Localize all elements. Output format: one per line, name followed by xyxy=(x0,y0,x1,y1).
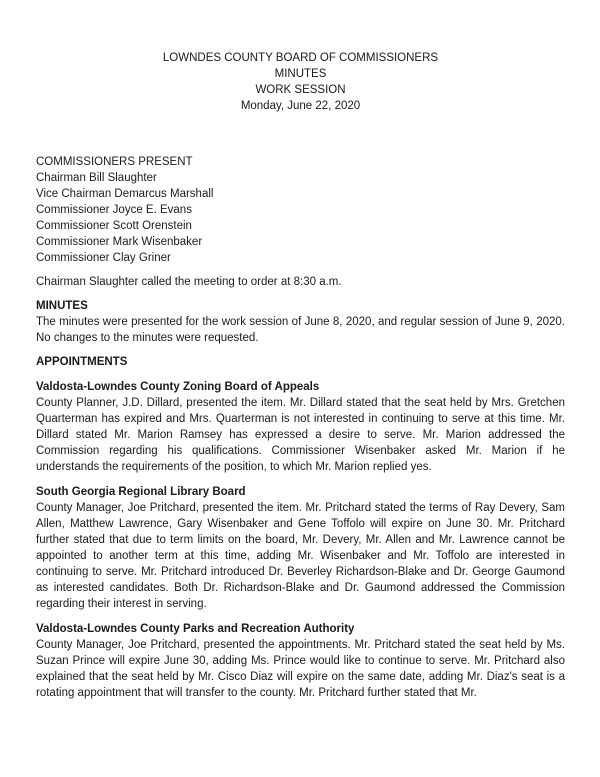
header-line-org: LOWNDES COUNTY BOARD OF COMMISSIONERS xyxy=(162,52,439,64)
header-line-date: Monday, June 22, 2020 xyxy=(240,100,361,112)
attendance-member: Vice Chairman Demarcus Marshall xyxy=(36,188,214,200)
attendance-heading: COMMISSIONERS PRESENT xyxy=(36,156,193,168)
appointment-item-heading: Valdosta-Lowndes County Parks and Recreation Authority xyxy=(36,623,355,635)
attendance-member: Commissioner Joyce E. Evans xyxy=(36,204,192,216)
call-to-order-text: Chairman Slaughter called the meeting to order at 8:30 a.m. xyxy=(36,276,342,288)
attendance-member: Commissioner Scott Orenstein xyxy=(36,220,192,232)
minutes-section-body: The minutes were presented for the work session of June 8, 2020, and regular session of June 9, 2020. No changes to the minutes were requested. xyxy=(36,316,565,344)
document-header xyxy=(36,50,565,114)
appointment-item-body: County Planner, J.D. Dillard, presented the item. Mr. Dillard stated that the seat held by Mrs. Gretchen Quarterman has expired and Mrs. Quarterman is not interested in continuing to serve at this time. Mr. Dillard stated Mr. Marion Ramsey has expressed a desire to serve. Mr. Marion addressed the Commission regarding his qualifications. Commissioner Wisenbaker asked Mr. Marion if he understands the requirements of the position, to which Mr. Marion replied yes. xyxy=(36,397,565,473)
appointment-item-parks-authority xyxy=(36,621,565,701)
appointment-item-body: County Manager, Joe Pritchard, presented the item. Mr. Pritchard stated the terms of Ray Devery, Sam Allen, Matthew Lawrence, Gary Wisenbaker and Gene Toffolo will expire on June 30. Mr. Pritchard further stated that due to term limits on the board, Mr. Devery, Mr. Allen and Mr. Lawrence cannot be appointed to another term at this time, adding Mr. Wisenbaker and Mr. Toffolo are interested in continuing to serve. Mr. Pritchard introduced Dr. Beverley Richardson-Blake and Dr. George Gaumond as interested candidates. Both Dr. Richardson-Blake and Dr. Gaumond addressed the Commission regarding their interest in serving. xyxy=(36,502,565,610)
attendance-member: Commissioner Clay Griner xyxy=(36,252,171,264)
attendance-section xyxy=(36,154,565,266)
appointment-item-heading: Valdosta-Lowndes County Zoning Board of Appeals xyxy=(36,381,320,393)
header-line-session-type: WORK SESSION xyxy=(255,84,346,96)
attendance-member: Commissioner Mark Wisenbaker xyxy=(36,236,203,248)
appointment-item-body: County Manager, Joe Pritchard, presented the appointments. Mr. Pritchard stated the seat held by Ms. Suzan Prince will expire June 30, adding Ms. Prince would like to continue to serve. Mr. Pritchard also explained that the seat held by Mr. Cisco Diaz will expire on the same date, adding Mr. Diaz's seat is a rotating appointment that will transfer to the county. Mr. Pritchard further stated that Mr. xyxy=(36,639,565,699)
appointments-section-heading: APPOINTMENTS xyxy=(36,356,128,368)
attendance-member: Chairman Bill Slaughter xyxy=(36,172,157,184)
appointment-item-library-board xyxy=(36,484,565,612)
header-line-doc-type: MINUTES xyxy=(274,68,327,80)
appointment-item-heading: South Georgia Regional Library Board xyxy=(36,486,246,498)
minutes-section-heading: MINUTES xyxy=(36,300,88,312)
appointment-item-zoning-board xyxy=(36,379,565,475)
